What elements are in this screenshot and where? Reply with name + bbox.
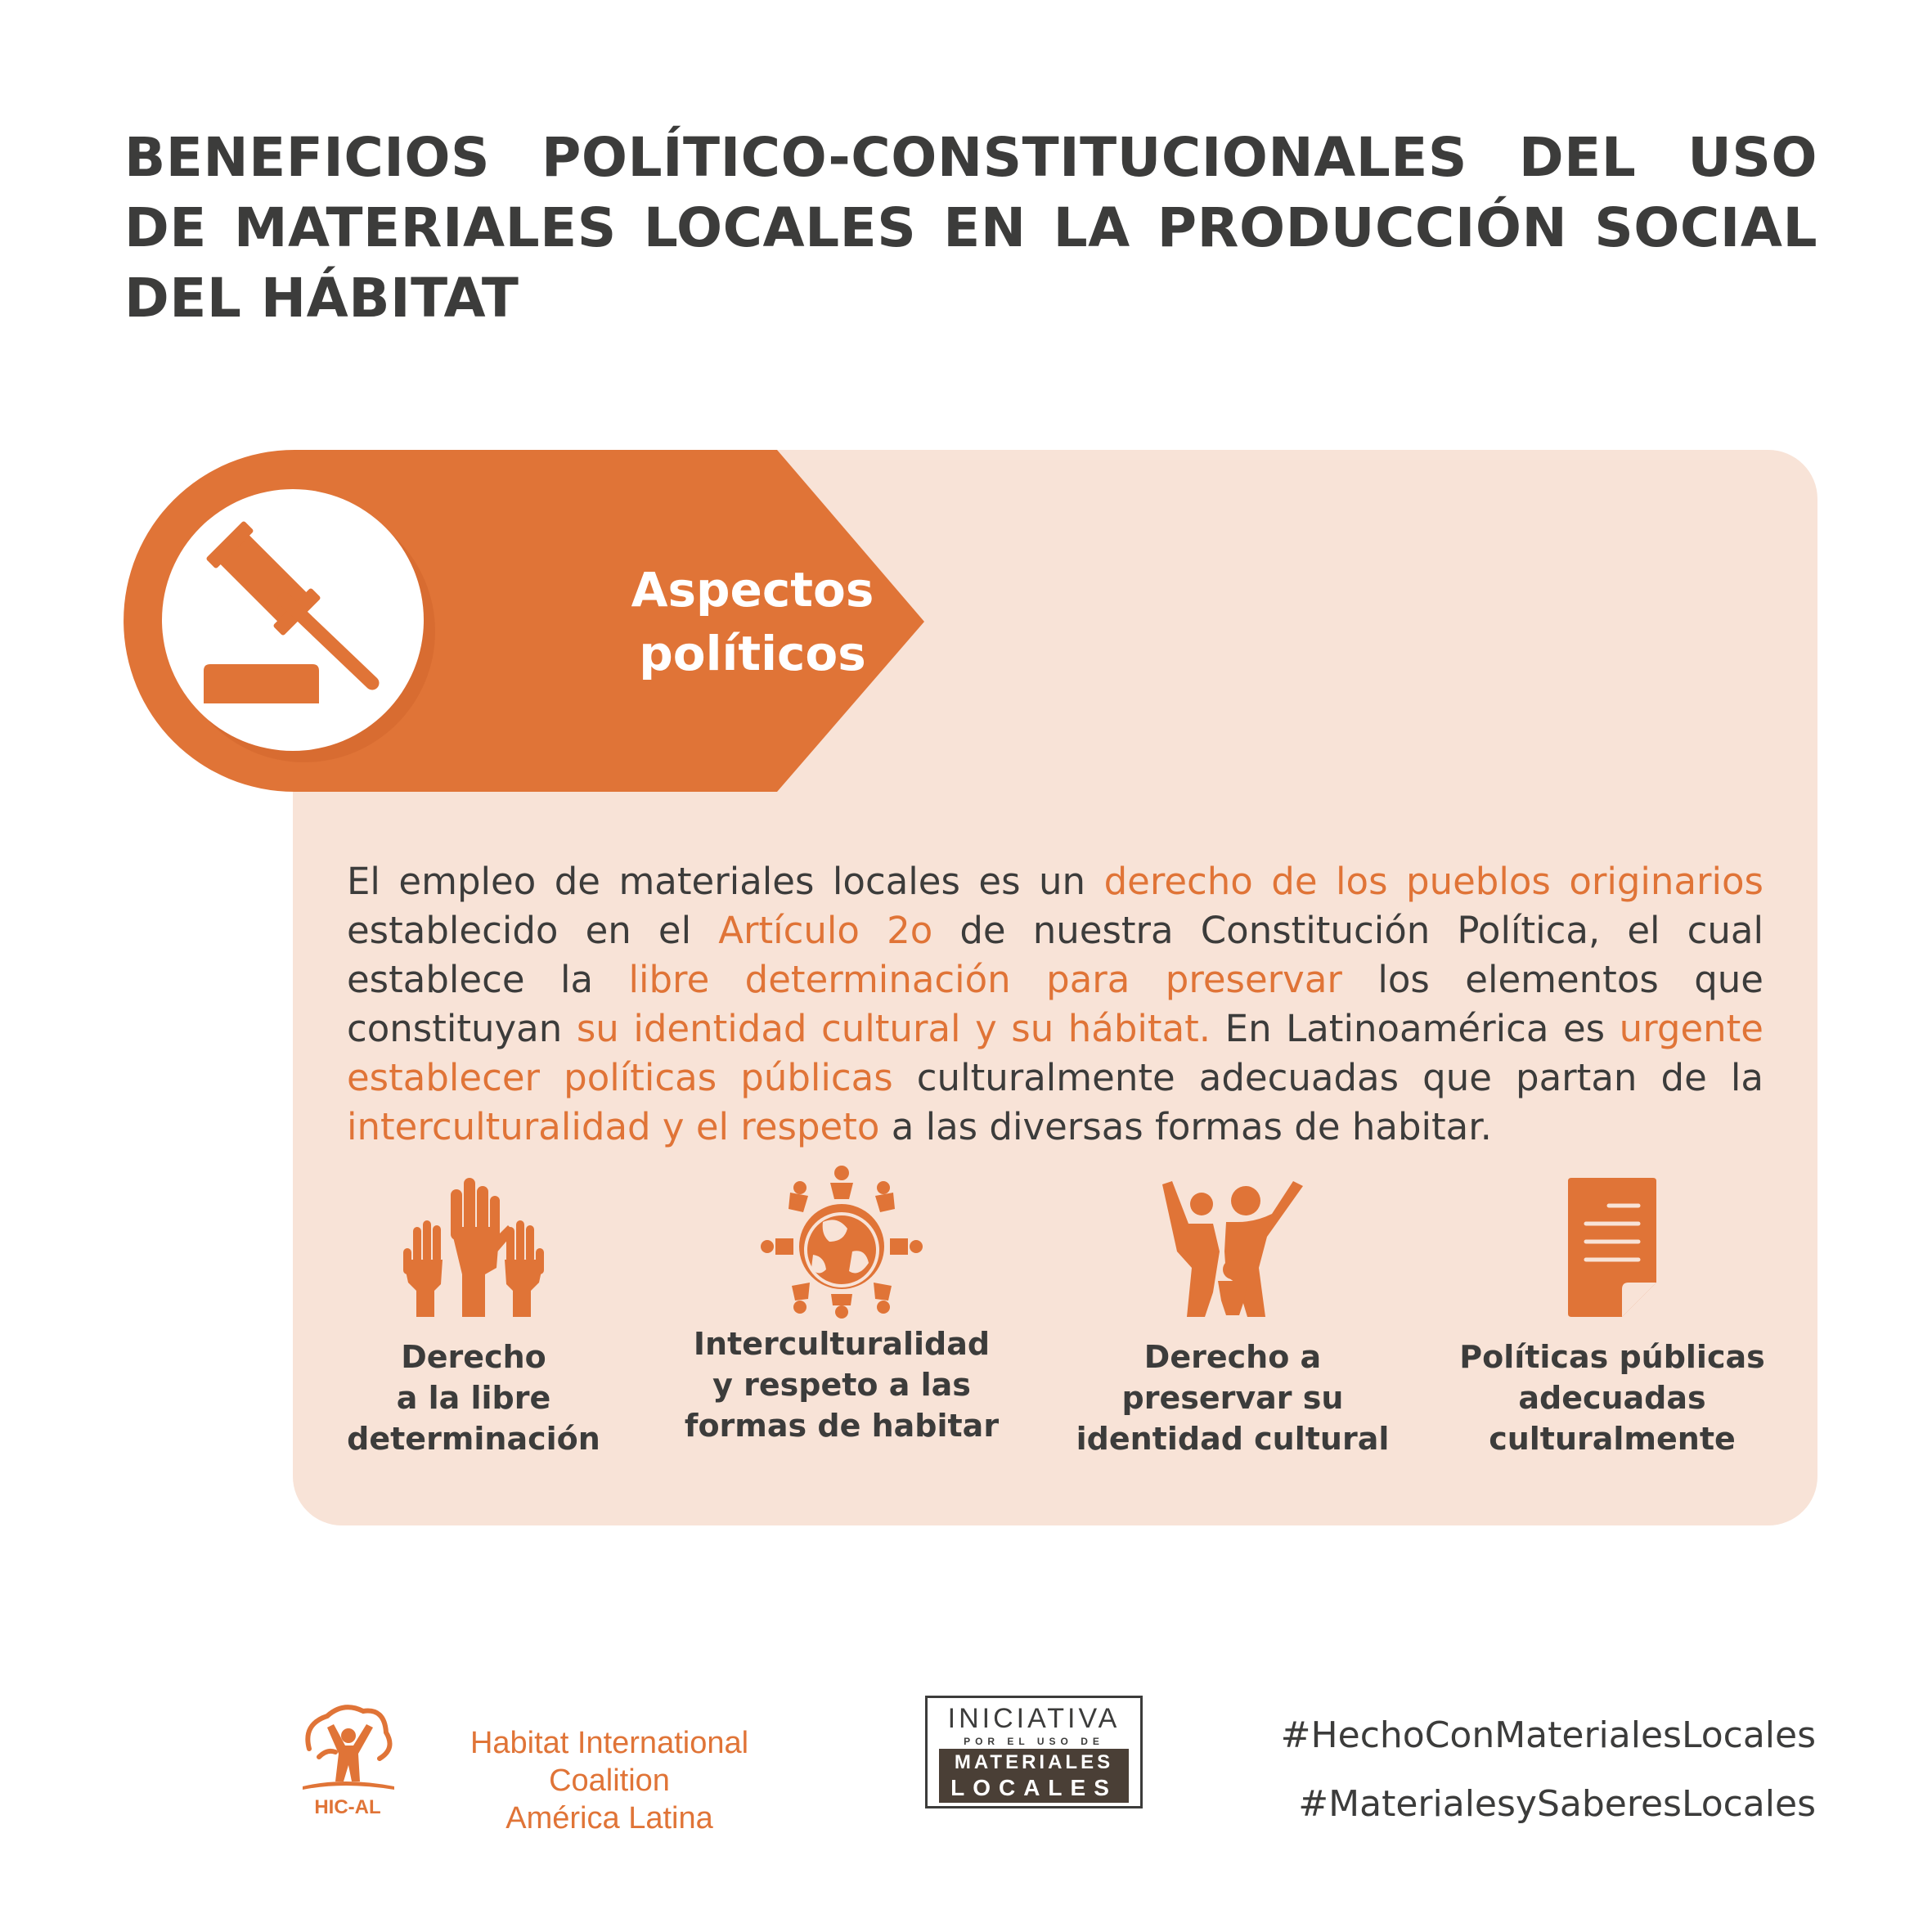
body-text-segment: a las diversas formas de habitar. bbox=[879, 1105, 1492, 1148]
page-title: BENEFICIOS POLÍTICO-CONSTITUCIONALES DEL USO DE MATERIALES LOCALES EN LA PRODUCCIÓN SOCIAL DEL HÁBITAT bbox=[124, 126, 1817, 330]
caption-line: culturalmente bbox=[1489, 1421, 1736, 1457]
icon-item-libre-determinacion bbox=[298, 1178, 649, 1459]
body-text-segment: culturalmente adecuadas que partan de la bbox=[892, 1056, 1764, 1099]
iniciativa-line4: LOCALES bbox=[950, 1775, 1117, 1800]
highlight-text: derecho de los pueblos originarios bbox=[1103, 860, 1764, 903]
body-paragraph bbox=[347, 857, 1764, 1152]
section-title-line2: políticos bbox=[639, 626, 866, 681]
iniciativa-line3: MATERIALES bbox=[954, 1751, 1114, 1773]
hashtags bbox=[1281, 1701, 1816, 1839]
caption-line: y respeto a las bbox=[712, 1367, 971, 1403]
icon-caption-3 bbox=[1057, 1337, 1409, 1459]
caption-line: Interculturalidad bbox=[693, 1326, 991, 1362]
family-icon bbox=[1159, 1178, 1306, 1317]
hashtag-2: #MaterialesySaberesLocales bbox=[1298, 1783, 1816, 1825]
raised-hands-icon bbox=[400, 1178, 547, 1317]
hic-al-tag: HIC-AL bbox=[314, 1796, 381, 1818]
icon-item-politicas-publicas bbox=[1436, 1178, 1788, 1459]
iniciativa-box bbox=[939, 1749, 1129, 1803]
caption-line: identidad cultural bbox=[1076, 1421, 1390, 1457]
body-text-segment: los elementos que constituyan bbox=[347, 958, 1764, 1050]
highlight-text: su identidad cultural y su hábitat. bbox=[576, 1007, 1211, 1050]
body-text-segment: de nuestra Constitución Política, el cual establece la bbox=[347, 909, 1764, 1001]
hashtag-1: #HechoConMaterialesLocales bbox=[1280, 1714, 1816, 1756]
icon-item-identidad-cultural bbox=[1057, 1178, 1409, 1459]
caption-line: a la libre bbox=[396, 1380, 551, 1416]
body-text-segment: El empleo de materiales locales es un bbox=[347, 860, 1104, 903]
caption-line: Derecho bbox=[401, 1339, 546, 1375]
iniciativa-line2: POR EL USO DE bbox=[964, 1736, 1104, 1747]
icon-caption-4 bbox=[1436, 1337, 1788, 1459]
icon-row bbox=[293, 1178, 1817, 1505]
iniciativa-logo bbox=[925, 1696, 1143, 1808]
caption-line: determinación bbox=[347, 1421, 600, 1457]
icon-item-interculturalidad bbox=[666, 1178, 1018, 1446]
caption-line: formas de habitar bbox=[684, 1408, 1000, 1444]
hic-al-name-line2: América Latina bbox=[505, 1801, 713, 1835]
iniciativa-line1: INICIATIVA bbox=[947, 1703, 1121, 1734]
body-text-segment: establecido en el bbox=[347, 909, 719, 952]
body-text-segment: En Latinoamérica es bbox=[1211, 1007, 1620, 1050]
section-title bbox=[589, 558, 916, 685]
caption-line: Derecho a bbox=[1143, 1339, 1322, 1375]
people-around-globe-icon bbox=[756, 1163, 928, 1319]
section-banner bbox=[123, 450, 928, 793]
highlight-text: interculturalidad y el respeto bbox=[347, 1105, 880, 1148]
highlight-text: libre determinación para preservar bbox=[628, 958, 1342, 1001]
highlight-text: Artículo 2o bbox=[718, 909, 933, 952]
highlight-text: urgente establecer políticas públicas bbox=[347, 1007, 1764, 1099]
document-icon bbox=[1563, 1178, 1661, 1317]
hic-al-tree-icon bbox=[294, 1700, 401, 1798]
icon-caption-2 bbox=[666, 1323, 1018, 1446]
icon-caption-1 bbox=[298, 1337, 649, 1459]
caption-line: Políticas públicas bbox=[1459, 1339, 1765, 1375]
hic-al-logo bbox=[294, 1700, 818, 1835]
hic-al-name-line1: Habitat International Coalition bbox=[470, 1726, 749, 1798]
caption-line: adecuadas bbox=[1518, 1380, 1706, 1416]
section-title-line1: Aspectos bbox=[631, 562, 874, 618]
hic-al-name bbox=[409, 1724, 810, 1837]
caption-line: preservar su bbox=[1121, 1380, 1344, 1416]
